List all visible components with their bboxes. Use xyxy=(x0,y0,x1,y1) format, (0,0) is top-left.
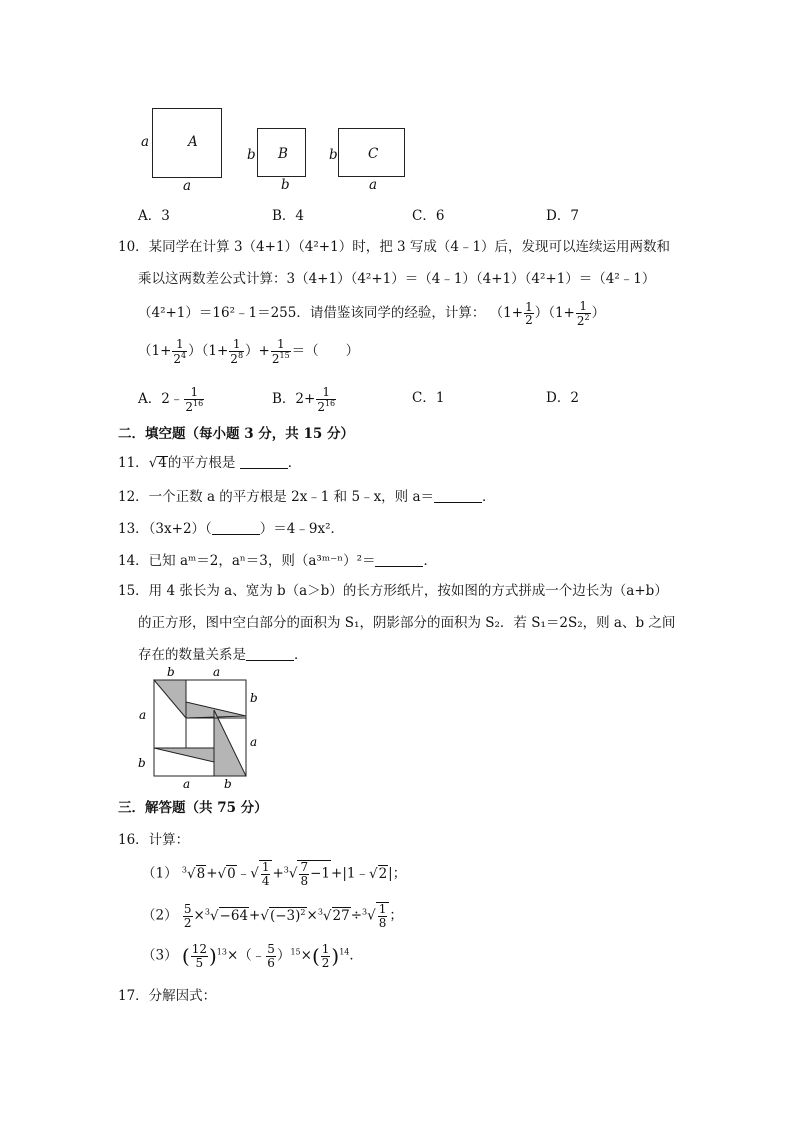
q10-options: A．2﹣ $\frac{1}{2^{16}}$ B．2+ $\frac{1}{2^{16}}$ C．1 D．2 xyxy=(138,385,579,414)
fig15-label-top-a: a xyxy=(213,665,221,679)
fig15-label-left-b: b xyxy=(138,756,146,770)
q11-text: 的平方根是 xyxy=(167,455,236,471)
q12 xyxy=(118,490,496,505)
q15-line-3 xyxy=(138,648,308,663)
fig15-label-bottom-a: a xyxy=(183,777,191,791)
q11-number: 11． xyxy=(118,455,149,471)
square-a xyxy=(152,108,222,178)
q11: 11．√4的平方根是 ． xyxy=(118,455,302,471)
q12-blank[interactable] xyxy=(434,490,482,503)
q9-option-d: D．7 xyxy=(546,208,579,224)
fig15-label-left-a: a xyxy=(139,708,147,722)
q13-end: ）＝4﹣9x²． xyxy=(259,521,345,537)
q9-option-b: B．4 xyxy=(272,208,305,224)
q15-line-3-text: 存在的数量关系是 xyxy=(138,647,246,663)
square-b-name: B xyxy=(278,146,288,162)
q10-line-2: 乘以这两数差公式计算：3（4+1）（4²+1）＝（4﹣1）（4+1）（4²+1）＝（4²﹣1） xyxy=(138,271,656,287)
fig15-label-bottom-b: b xyxy=(224,777,232,791)
q14 xyxy=(118,554,437,569)
q10-line-3: （4²+1）＝16²﹣1＝255．请借鉴该同学的经验，计算： （1+ $\frac{1}{2}$ ）（1+ $\frac{1}{2^2}$ ） xyxy=(138,299,606,328)
q15-line-2: 的正方形，图中空白部分的面积为 S₁，阴影部分的面积为 S₂．若 S₁＝2S₂，则 a、b 之间 xyxy=(138,615,676,631)
q10-option-d: D．2 xyxy=(546,390,579,406)
q10-line-3-text: （4²+1）＝16²﹣1＝255．请借鉴该同学的经验，计算： xyxy=(138,305,486,322)
q14-end: ． xyxy=(423,553,437,569)
q16-part-3: （3） ( $\frac{12}{5}$ )$^{13}$×（﹣ $\frac{5}{6}$ ）$^{15}$×( $\frac{1}{2}$ )$^{14}$． xyxy=(142,942,363,970)
q10-line-1: 10．某同学在计算 3（4+1）（4²+1）时，把 3 写成（4﹣1）后，发现可以连续运用两数和 xyxy=(118,239,671,255)
q14-text: 14．已知 aᵐ＝2，aⁿ＝3，则（a³ᵐ⁻ⁿ）²＝ xyxy=(118,553,376,569)
fig15-label-top-b: b xyxy=(167,665,175,679)
q15-line-1: 15．用 4 张长为 a、宽为 b（a＞b）的长方形纸片，按如图的方式拼成一个边长为（a+b） xyxy=(118,583,668,599)
shade-bottom-left xyxy=(154,748,214,762)
q14-blank[interactable] xyxy=(375,554,423,567)
q10-line-4: （1+ $\frac{1}{2^4}$ ）（1+ $\frac{1}{2^8}$ ）+ $\frac{1}{2^{15}}$ ＝（ ） xyxy=(138,337,360,366)
q16-part-2: （2） $\frac{5}{2}$ $\times^3√-64+√(-3)^2\times^3√27\div^3√$ $\frac{1}{8}$ ； xyxy=(142,902,403,930)
square-b-left-label: b xyxy=(247,147,256,163)
square-b-bottom-label: b xyxy=(281,177,290,193)
q12-end: ． xyxy=(482,489,496,505)
rect-c-left-label: b xyxy=(329,147,338,163)
q15-blank[interactable] xyxy=(246,648,294,661)
figure-q15 xyxy=(130,664,270,792)
q13 xyxy=(118,522,344,537)
q16-part-2-label: （2） xyxy=(142,907,178,924)
fig15-label-right-b: b xyxy=(250,691,258,705)
q10-option-c: C．1 xyxy=(412,390,445,406)
q11-blank[interactable] xyxy=(240,456,288,469)
q15-end: ． xyxy=(294,647,308,663)
q16-part-1-label: （1） xyxy=(142,865,178,882)
q12-text: 12．一个正数 a 的平方根是 2x﹣1 和 5﹣x，则 a＝ xyxy=(118,489,435,505)
q17-title: 17．分解因式： xyxy=(118,988,217,1004)
square-a-name: A xyxy=(188,134,198,150)
square-a-bottom-label: a xyxy=(183,178,192,194)
q10-option-b: B．2+ xyxy=(272,391,316,408)
q10-option-a: A．2﹣ xyxy=(138,391,184,408)
q16-part-1: （1） $^3$√8+√0﹣√ $\frac{1}{4}$ +$^3$√ $\frac{7}{8}$ −1+|1﹣√2|； xyxy=(142,860,407,888)
square-a-left-label: a xyxy=(141,134,150,150)
shade-top-left xyxy=(154,680,186,718)
q9-option-c: C．6 xyxy=(412,208,445,224)
q13-text: 13．（3x+2）（ xyxy=(118,521,212,537)
q16-title: 16．计算： xyxy=(118,832,190,848)
q16-part-3-label: （3） xyxy=(142,947,178,964)
section-2-title: 二．填空题（每小题 3 分，共 15 分） xyxy=(118,426,354,442)
section-3-title: 三．解答题（共 75 分） xyxy=(118,800,268,816)
q9-option-a: A．3 xyxy=(138,208,170,224)
q11-end: ． xyxy=(287,455,302,471)
q13-blank[interactable] xyxy=(212,522,260,535)
fig15-label-right-a: a xyxy=(250,735,258,749)
rect-c-name: C xyxy=(368,146,379,162)
rect-c-bottom-label: a xyxy=(369,177,378,193)
shade-bottom-right xyxy=(214,710,246,776)
